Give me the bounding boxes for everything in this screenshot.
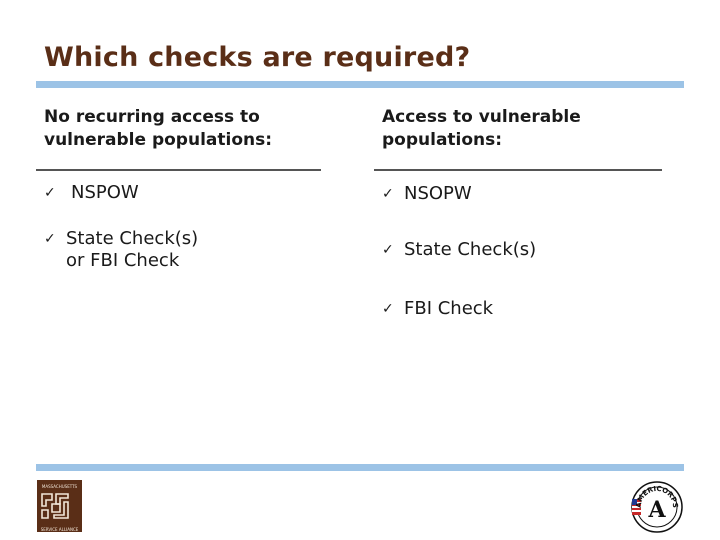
right-heading-line-2: populations: — [382, 130, 503, 150]
list-item-text — [66, 228, 198, 272]
maze-pattern-icon — [40, 492, 70, 520]
mass-service-alliance-logo — [37, 480, 82, 532]
seal-letter: A — [648, 497, 666, 523]
list-item-state-check — [382, 239, 536, 261]
page-title: Which checks are required? — [44, 42, 471, 73]
list-item-label: NSOPW — [404, 183, 472, 204]
checkmark-icon: ✓ — [382, 186, 394, 202]
bottom-rule — [36, 464, 684, 471]
logo-text-top: MASSACHUSETTS — [41, 484, 78, 489]
list-item-label-line-2: or FBI Check — [66, 250, 180, 271]
list-item-state-or-fbi — [44, 228, 198, 272]
list-item-nspow — [44, 182, 139, 204]
americorps-logo — [631, 481, 683, 533]
list-item-label: FBI Check — [404, 298, 494, 319]
left-heading-line-2: vulnerable populations: — [44, 130, 273, 150]
list-item-label: NSPOW — [71, 182, 139, 203]
list-item-label-line-1: State Check(s) — [66, 228, 199, 249]
list-item-fbi-check — [382, 298, 493, 320]
right-column-divider — [374, 169, 662, 171]
checkmark-icon: ✓ — [382, 242, 394, 258]
left-column-divider — [36, 169, 321, 171]
list-item-label: State Check(s) — [404, 239, 537, 260]
checkmark-icon: ✓ — [44, 185, 56, 201]
left-column-heading — [44, 106, 272, 152]
right-heading-line-1: Access to vulnerable — [382, 107, 581, 127]
checkmark-icon: ✓ — [44, 231, 56, 247]
checkmark-icon: ✓ — [382, 301, 394, 317]
list-item-nsopw — [382, 183, 472, 205]
right-column-heading — [382, 106, 581, 152]
top-rule — [36, 81, 684, 88]
logo-text-bottom: SERVICE ALLIANCE — [40, 527, 79, 532]
left-heading-line-1: No recurring access to — [44, 107, 260, 127]
seal-arc-text: AMERICORPS — [634, 484, 680, 509]
